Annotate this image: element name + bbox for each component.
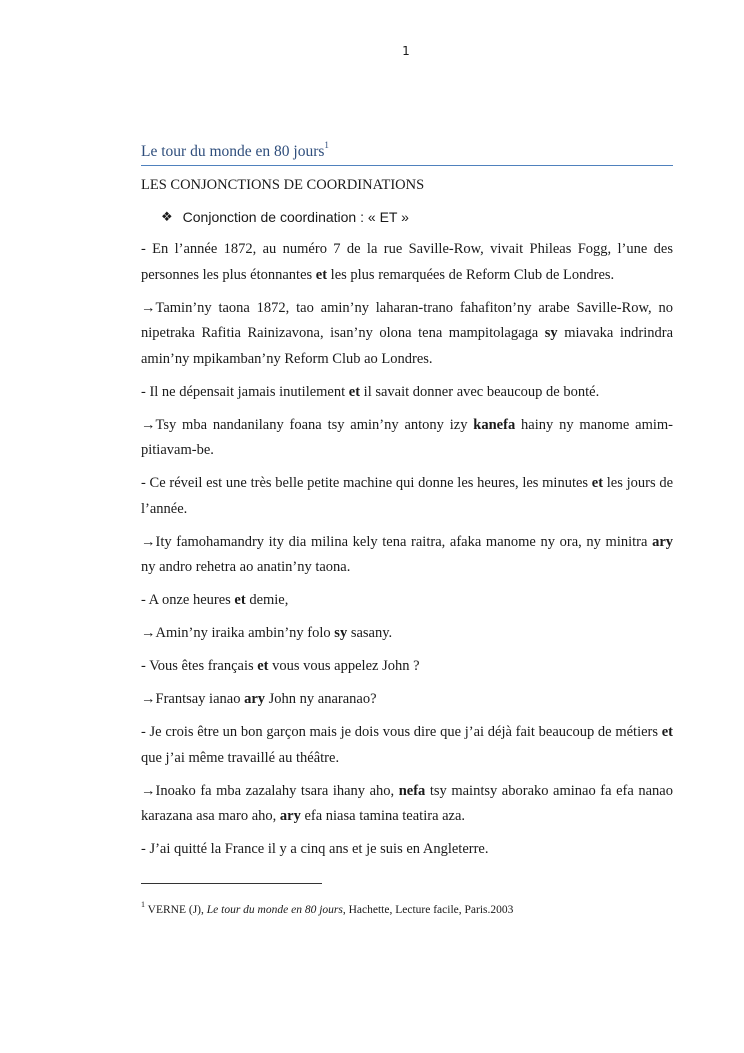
conjunction: ary <box>244 691 266 708</box>
diamond-bullet-icon: ❖ <box>161 209 173 225</box>
text-segment: →Amin’ny iraika ambin’ny folo <box>141 625 335 642</box>
paragraph <box>141 296 673 373</box>
footnote-details: , Hachette, Lecture facile, Paris.2003 <box>342 903 514 916</box>
text-segment: John ny anaranao? <box>265 691 377 708</box>
text-segment: →Ity famohamandry ity dia milina kely tena raitra, afaka manome ny ora, ny minitra <box>141 533 653 550</box>
text-segment: hainy ny manome amim-pitiavam-be. <box>141 416 673 459</box>
text-segment: sasany. <box>347 625 393 642</box>
paragraph <box>141 380 673 406</box>
text-segment: les plus remarquées de Reform Club de Londres. <box>327 266 615 283</box>
text-segment: →Tsy mba nandanilany foana tsy amin’ny antony izy <box>141 416 474 433</box>
conjunction: ary <box>279 808 301 825</box>
text-segment: que j’ai même travaillé au théâtre. <box>141 749 340 766</box>
conjunction: et <box>315 266 328 283</box>
text-segment: - En l’année 1872, au numéro 7 de la rue Saville-Row, vivait Phileas Fogg, l’une des personnes les plus étonnantes <box>141 241 673 283</box>
text-segment: - Vous êtes français <box>141 658 258 675</box>
paragraph <box>141 720 673 771</box>
bullet-item <box>161 207 673 227</box>
conjunction: nefa <box>398 782 426 799</box>
text-segment: les jours de l’année. <box>141 475 673 517</box>
page-number: 1 <box>402 44 410 58</box>
paragraph <box>141 237 673 288</box>
footnote-number: 1 <box>141 900 145 909</box>
conjunction: kanefa <box>473 416 516 433</box>
paragraph <box>141 837 673 863</box>
title-text: Le tour du monde en 80 jours <box>141 143 325 161</box>
paragraph <box>141 413 673 464</box>
conjunction: et <box>591 475 604 492</box>
document-title <box>141 137 673 166</box>
footnote <box>141 898 513 918</box>
paragraph <box>141 687 673 713</box>
text-segment: - A onze heures <box>141 592 235 609</box>
conjunction: et <box>348 383 361 400</box>
text-segment: - J’ai quitté la France il y a cinq ans et je suis en Angleterre. <box>141 841 489 858</box>
footnote-separator <box>141 883 322 884</box>
footnote-author: VERNE (J), <box>145 903 207 916</box>
conjunction: sy <box>544 325 558 342</box>
text-segment: - Il ne dépensait jamais inutilement <box>141 383 349 400</box>
text-segment: demie, <box>245 592 289 609</box>
document-body <box>141 137 673 870</box>
text-segment: ny andro rehetra ao anatin’ny taona. <box>141 559 351 576</box>
text-segment: tsy maintsy aborako aminao fa efa nanao karazana asa maro aho, <box>141 782 673 825</box>
text-segment: il savait donner avec beaucoup de bonté. <box>360 383 600 400</box>
text-segment: efa niasa tamina teatira aza. <box>300 808 466 825</box>
text-segment: - Je crois être un bon garçon mais je dois vous dire que j’ai déjà fait beaucoup de métiers <box>141 724 662 741</box>
footnote-work-title: Le tour du monde en 80 jours <box>206 903 343 916</box>
text-segment: vous vous appelez John ? <box>268 658 420 675</box>
paragraph <box>141 530 673 581</box>
text-segment: →Inoako fa mba zazalahy tsara ihany aho, <box>141 782 399 799</box>
text-segment: miavaka indrindra amin’ny mpikamban’ny Reform Club ao Londres. <box>141 325 674 367</box>
section-heading: LES CONJONCTIONS DE COORDINATIONS <box>141 177 425 194</box>
text-segment: - Ce réveil est une très belle petite machine qui donne les heures, les minutes <box>141 475 592 492</box>
footnote-reference: 1 <box>324 140 329 150</box>
bullet-text: Conjonction de coordination : « ET » <box>182 209 409 226</box>
paragraph <box>141 621 673 647</box>
conjunction: et <box>661 724 673 741</box>
paragraph <box>141 779 673 830</box>
text-segment: →Tamin’ny taona 1872, tao amin’ny laharan-trano fahafiton’ny arabe Saville-Row, no nipetraka Rafitia Rainizavona, isan’ny olona tena mampitolagaga <box>141 299 673 342</box>
paragraph <box>141 654 673 680</box>
paragraph-list <box>141 237 673 863</box>
text-segment: →Frantsay ianao <box>141 691 245 708</box>
conjunction: ary <box>652 533 673 550</box>
conjunction: et <box>257 658 269 675</box>
paragraph <box>141 471 673 522</box>
conjunction: et <box>234 592 246 609</box>
paragraph <box>141 588 673 614</box>
conjunction: sy <box>334 625 348 642</box>
